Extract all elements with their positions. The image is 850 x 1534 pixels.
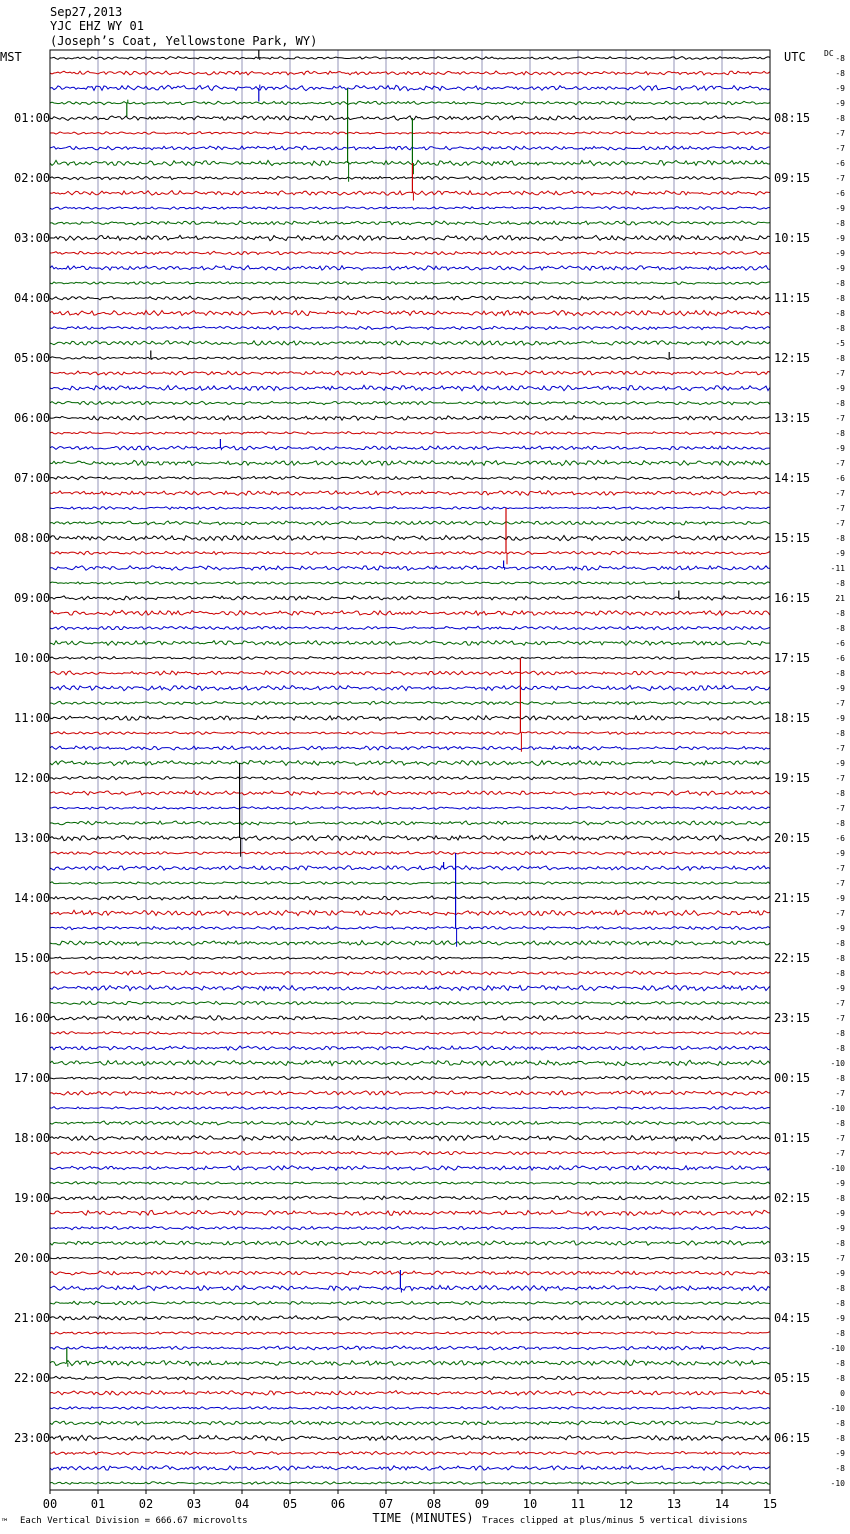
seismic-trace bbox=[50, 791, 770, 796]
seismic-trace bbox=[50, 1241, 770, 1246]
seismic-trace bbox=[50, 357, 770, 360]
left-hour-label: 15:00 bbox=[14, 951, 51, 965]
dc-offset-label: -7 bbox=[835, 879, 845, 888]
right-hour-label: 18:15 bbox=[774, 711, 811, 725]
dc-offset-label: -8 bbox=[835, 309, 845, 318]
seismic-trace bbox=[50, 371, 770, 375]
dc-offset-label: -8 bbox=[835, 1074, 845, 1083]
seismic-trace bbox=[50, 71, 770, 75]
right-hour-label: 01:15 bbox=[774, 1131, 811, 1145]
seismic-events bbox=[67, 50, 680, 1367]
dc-offset-label: -8 bbox=[835, 219, 845, 228]
seismic-trace bbox=[50, 1346, 770, 1350]
seismic-trace bbox=[50, 807, 770, 810]
seismic-trace bbox=[50, 626, 770, 630]
dc-offset-label: -7 bbox=[835, 864, 845, 873]
seismic-trace bbox=[50, 385, 770, 390]
x-axis-ticks bbox=[43, 1490, 777, 1511]
left-hour-label: 02:00 bbox=[14, 171, 51, 185]
seismic-trace bbox=[50, 1360, 770, 1365]
dc-offset-label: -9 bbox=[835, 549, 845, 558]
right-hour-label: 10:15 bbox=[774, 231, 811, 245]
dc-offset-label: -9 bbox=[835, 1179, 845, 1188]
dc-offset-label: -9 bbox=[835, 984, 845, 993]
right-hour-label: 17:15 bbox=[774, 651, 811, 665]
dc-offset-label: -7 bbox=[835, 519, 845, 528]
x-tick-label: 09 bbox=[474, 1497, 490, 1511]
seismic-trace bbox=[50, 986, 770, 991]
seismic-trace bbox=[50, 416, 770, 421]
dc-offset-label: -10 bbox=[830, 1404, 845, 1413]
seismic-trace bbox=[50, 551, 770, 554]
right-hour-label: 21:15 bbox=[774, 891, 811, 905]
seismic-trace bbox=[50, 401, 770, 404]
dc-offset-label: -8 bbox=[835, 1464, 845, 1473]
seismic-trace bbox=[50, 701, 770, 705]
dc-offset-label: -6 bbox=[835, 834, 845, 843]
seismic-traces bbox=[50, 57, 770, 1485]
dc-offset-label: -9 bbox=[835, 684, 845, 693]
seismic-trace bbox=[50, 596, 770, 600]
right-hour-label: 16:15 bbox=[774, 591, 811, 605]
x-tick-label: 03 bbox=[186, 1497, 202, 1511]
dc-offset-labels bbox=[831, 54, 846, 1488]
dc-offset-label: -7 bbox=[835, 369, 845, 378]
dc-offset-label: -9 bbox=[835, 99, 845, 108]
left-hour-label: 22:00 bbox=[14, 1371, 51, 1385]
seismic-trace bbox=[50, 1391, 770, 1396]
dc-offset-label: -8 bbox=[835, 1374, 845, 1383]
dc-offset-label: -6 bbox=[835, 654, 845, 663]
seismic-trace bbox=[50, 235, 770, 240]
dc-offset-label: -10 bbox=[830, 1344, 845, 1353]
dc-offset-label: -8 bbox=[835, 1284, 845, 1293]
header-station: YJC EHZ WY 01 bbox=[50, 19, 144, 33]
dc-offset-label: -8 bbox=[835, 789, 845, 798]
dc-offset-label: -6 bbox=[835, 159, 845, 168]
seismic-trace bbox=[50, 1421, 770, 1425]
left-hour-label: 08:00 bbox=[14, 531, 51, 545]
dc-offset-label: -8 bbox=[835, 429, 845, 438]
seismic-trace bbox=[50, 1257, 770, 1260]
x-tick-label: 05 bbox=[282, 1497, 298, 1511]
dc-offset-label: -9 bbox=[835, 1449, 845, 1458]
dc-offset-label: -10 bbox=[830, 1059, 845, 1068]
seismic-trace bbox=[50, 732, 770, 735]
dc-offset-label: -8 bbox=[835, 1029, 845, 1038]
dc-offset-label: -8 bbox=[835, 1299, 845, 1308]
dc-offset-label: -10 bbox=[830, 1164, 845, 1173]
left-hour-label: 23:00 bbox=[14, 1431, 51, 1445]
seismic-trace bbox=[50, 716, 770, 721]
seismic-trace bbox=[50, 1316, 770, 1321]
dc-header: DC bbox=[824, 49, 834, 58]
seismic-trace bbox=[50, 1271, 770, 1275]
left-hour-label: 11:00 bbox=[14, 711, 51, 725]
dc-offset-label: -7 bbox=[835, 1149, 845, 1158]
right-hour-label: 05:15 bbox=[774, 1371, 811, 1385]
seismic-trace bbox=[50, 310, 770, 315]
seismic-trace bbox=[50, 866, 770, 871]
seismic-trace bbox=[50, 1301, 770, 1304]
dc-offset-label: -7 bbox=[835, 999, 845, 1008]
dc-offset-label: -9 bbox=[835, 1314, 845, 1323]
right-hour-label: 15:15 bbox=[774, 531, 811, 545]
right-hour-label: 19:15 bbox=[774, 771, 811, 785]
right-hour-label: 06:15 bbox=[774, 1431, 811, 1445]
dc-offset-label: -8 bbox=[835, 1239, 845, 1248]
seismic-trace bbox=[50, 432, 770, 435]
dc-offset-label: -7 bbox=[835, 744, 845, 753]
seismic-trace bbox=[50, 910, 770, 915]
seismic-trace bbox=[50, 1407, 770, 1410]
seismic-trace bbox=[50, 160, 770, 165]
dc-offset-label: -5 bbox=[835, 339, 845, 348]
dc-offset-label: -9 bbox=[835, 384, 845, 393]
seismic-trace bbox=[50, 1001, 770, 1004]
dc-offset-label: -7 bbox=[835, 1254, 845, 1263]
dc-offset-label: -8 bbox=[835, 729, 845, 738]
dc-offset-label: -8 bbox=[835, 819, 845, 828]
x-tick-label: 00 bbox=[42, 1497, 58, 1511]
seismic-trace bbox=[50, 1135, 770, 1140]
dc-offset-label: -8 bbox=[835, 354, 845, 363]
left-hour-label: 05:00 bbox=[14, 351, 51, 365]
x-tick-label: 07 bbox=[378, 1497, 394, 1511]
dc-offset-label: -8 bbox=[835, 324, 845, 333]
dc-offset-label: -9 bbox=[835, 204, 845, 213]
seismic-trace bbox=[50, 1376, 770, 1379]
dc-offset-label: -9 bbox=[835, 894, 845, 903]
dc-offset-label: -7 bbox=[835, 1089, 845, 1098]
dc-offset-label: -9 bbox=[835, 264, 845, 273]
dc-offset-label: 0 bbox=[840, 1389, 845, 1398]
dc-offset-label: -9 bbox=[835, 234, 845, 243]
left-hour-label: 17:00 bbox=[14, 1071, 51, 1085]
seismic-trace bbox=[50, 1285, 770, 1290]
x-tick-label: 04 bbox=[234, 1497, 250, 1511]
left-hour-label: 09:00 bbox=[14, 591, 51, 605]
dc-offset-label: -10 bbox=[830, 1479, 845, 1488]
right-hour-label: 04:15 bbox=[774, 1311, 811, 1325]
left-hour-label: 03:00 bbox=[14, 231, 51, 245]
seismic-trace bbox=[50, 1016, 770, 1021]
dc-offset-label: -7 bbox=[835, 804, 845, 813]
x-tick-label: 08 bbox=[426, 1497, 442, 1511]
dc-offset-label: -7 bbox=[835, 414, 845, 423]
seismic-trace bbox=[50, 207, 770, 210]
dc-offset-label: -7 bbox=[835, 774, 845, 783]
footer-division-note: Each Vertical Division = 666.67 microvolts bbox=[20, 1516, 248, 1526]
seismic-trace bbox=[50, 957, 770, 960]
right-hour-label: 00:15 bbox=[774, 1071, 811, 1085]
seismic-trace bbox=[50, 446, 770, 450]
left-hour-label: 06:00 bbox=[14, 411, 51, 425]
dc-offset-label: -6 bbox=[835, 474, 845, 483]
seismic-trace bbox=[50, 851, 770, 854]
left-hour-label: 18:00 bbox=[14, 1131, 51, 1145]
dc-offset-label: -8 bbox=[835, 1419, 845, 1428]
seismic-trace bbox=[50, 251, 770, 254]
seismic-trace bbox=[50, 1182, 770, 1185]
seismic-trace bbox=[50, 1196, 770, 1200]
seismic-trace bbox=[50, 176, 770, 179]
dc-offset-label: -8 bbox=[835, 294, 845, 303]
seismic-trace bbox=[50, 191, 770, 196]
seismic-trace bbox=[50, 835, 770, 840]
seismic-trace bbox=[50, 85, 770, 90]
left-hour-label: 14:00 bbox=[14, 891, 51, 905]
right-hour-label: 14:15 bbox=[774, 471, 811, 485]
dc-offset-label: -8 bbox=[835, 669, 845, 678]
seismic-trace bbox=[50, 146, 770, 150]
dc-offset-label: -9 bbox=[835, 249, 845, 258]
seismic-trace bbox=[50, 116, 770, 121]
left-hour-label: 16:00 bbox=[14, 1011, 51, 1025]
dc-offset-label: -7 bbox=[835, 489, 845, 498]
seismic-trace bbox=[50, 1032, 770, 1035]
seismic-trace bbox=[50, 821, 770, 825]
seismic-trace bbox=[50, 641, 770, 646]
seismic-trace bbox=[50, 221, 770, 225]
dc-offset-label: -6 bbox=[835, 189, 845, 198]
dc-offset-label: -8 bbox=[835, 69, 845, 78]
left-hour-label: 13:00 bbox=[14, 831, 51, 845]
dc-offset-label: -7 bbox=[835, 909, 845, 918]
seismic-trace bbox=[50, 1210, 770, 1215]
seismic-trace bbox=[50, 685, 770, 690]
x-tick-label: 01 bbox=[90, 1497, 106, 1511]
right-hour-label: 20:15 bbox=[774, 831, 811, 845]
dc-offset-label: -7 bbox=[835, 504, 845, 513]
seismic-trace bbox=[50, 507, 770, 510]
seismic-trace bbox=[50, 521, 770, 525]
left-hour-label: 20:00 bbox=[14, 1251, 51, 1265]
left-timezone: MST bbox=[0, 50, 22, 64]
seismic-trace bbox=[50, 1451, 770, 1454]
dc-offset-label: -7 bbox=[835, 1134, 845, 1143]
seismic-trace bbox=[50, 1435, 770, 1440]
left-hour-label: 12:00 bbox=[14, 771, 51, 785]
seismic-trace bbox=[50, 1107, 770, 1110]
dc-offset-label: -8 bbox=[835, 1434, 845, 1443]
seismic-trace bbox=[50, 282, 770, 285]
seismic-trace bbox=[50, 296, 770, 300]
dc-offset-label: -8 bbox=[835, 969, 845, 978]
dc-offset-label: -7 bbox=[835, 129, 845, 138]
seismic-trace bbox=[50, 582, 770, 585]
x-tick-label: 14 bbox=[714, 1497, 730, 1511]
seismic-trace bbox=[50, 491, 770, 496]
dc-offset-label: -8 bbox=[835, 114, 845, 123]
x-tick-label: 02 bbox=[138, 1497, 154, 1511]
seismic-trace bbox=[50, 882, 770, 885]
seismic-trace bbox=[50, 1091, 770, 1096]
dc-offset-label: -8 bbox=[835, 579, 845, 588]
dc-offset-label: -8 bbox=[835, 939, 845, 948]
seismic-trace bbox=[50, 460, 770, 465]
right-hour-label: 03:15 bbox=[774, 1251, 811, 1265]
right-hour-label: 11:15 bbox=[774, 291, 811, 305]
seismic-trace bbox=[50, 971, 770, 975]
seismic-trace bbox=[50, 57, 770, 60]
dc-offset-label: -6 bbox=[835, 639, 845, 648]
dc-offset-label: -7 bbox=[835, 144, 845, 153]
dc-offset-label: -8 bbox=[835, 399, 845, 408]
left-hour-label: 19:00 bbox=[14, 1191, 51, 1205]
dc-offset-label: -9 bbox=[835, 444, 845, 453]
dc-offset-label: -8 bbox=[835, 1329, 845, 1338]
right-hour-label: 02:15 bbox=[774, 1191, 811, 1205]
dc-offset-label: -11 bbox=[830, 564, 845, 573]
dc-offset-label: -9 bbox=[835, 1224, 845, 1233]
left-hour-label: 04:00 bbox=[14, 291, 51, 305]
dc-offset-label: -8 bbox=[835, 1044, 845, 1053]
x-tick-label: 10 bbox=[522, 1497, 538, 1511]
seismic-trace bbox=[50, 1466, 770, 1471]
seismic-trace bbox=[50, 1121, 770, 1125]
left-hour-label: 21:00 bbox=[14, 1311, 51, 1325]
left-hour-label: 07:00 bbox=[14, 471, 51, 485]
seismic-trace bbox=[50, 776, 770, 779]
dc-offset-label: -7 bbox=[835, 699, 845, 708]
x-tick-label: 12 bbox=[618, 1497, 634, 1511]
dc-offset-label: -8 bbox=[835, 954, 845, 963]
footer-corner-mark: ™ bbox=[2, 1518, 8, 1528]
seismic-trace bbox=[50, 941, 770, 946]
seismic-trace bbox=[50, 671, 770, 675]
dc-offset-label: -9 bbox=[835, 849, 845, 858]
seismic-trace bbox=[50, 760, 770, 765]
seismic-trace bbox=[50, 1046, 770, 1050]
x-tick-label: 15 bbox=[762, 1497, 778, 1511]
seismic-trace bbox=[50, 132, 770, 135]
dc-offset-label: -9 bbox=[835, 924, 845, 933]
dc-offset-label: -10 bbox=[830, 1104, 845, 1113]
seismic-trace bbox=[50, 101, 770, 104]
dc-offset-label: -9 bbox=[835, 759, 845, 768]
dc-offset-label: -8 bbox=[835, 1119, 845, 1128]
header-date: Sep27,2013 bbox=[50, 5, 123, 19]
seismic-trace bbox=[50, 566, 770, 571]
right-hour-label: 22:15 bbox=[774, 951, 811, 965]
seismic-trace bbox=[50, 341, 770, 346]
seismic-trace bbox=[50, 896, 770, 900]
right-timezone: UTC bbox=[784, 50, 806, 64]
dc-offset-label: -8 bbox=[835, 534, 845, 543]
dc-offset-label: -8 bbox=[835, 624, 845, 633]
dc-offset-label: -8 bbox=[835, 54, 845, 63]
x-axis-label: TIME (MINUTES) bbox=[372, 1511, 474, 1525]
right-hour-label: 13:15 bbox=[774, 411, 811, 425]
seismic-trace bbox=[50, 326, 770, 329]
seismic-trace bbox=[50, 1151, 770, 1154]
seismic-trace bbox=[50, 476, 770, 479]
header-location: (Joseph’s Coat, Yellowstone Park, WY) bbox=[50, 34, 318, 48]
x-tick-label: 06 bbox=[330, 1497, 346, 1511]
dc-offset-label: -8 bbox=[835, 279, 845, 288]
dc-offset-label: -7 bbox=[835, 1014, 845, 1023]
dc-offset-label: -8 bbox=[835, 1194, 845, 1203]
x-tick-label: 13 bbox=[666, 1497, 682, 1511]
dc-offset-label: -9 bbox=[835, 1269, 845, 1278]
dc-offset-label: -8 bbox=[835, 1359, 845, 1368]
dc-offset-label: -7 bbox=[835, 459, 845, 468]
dc-offset-label: -7 bbox=[835, 174, 845, 183]
left-hour-label: 10:00 bbox=[14, 651, 51, 665]
seismic-trace bbox=[50, 746, 770, 750]
seismic-trace bbox=[50, 266, 770, 271]
right-hour-label: 12:15 bbox=[774, 351, 811, 365]
seismic-trace bbox=[50, 1482, 770, 1485]
dc-offset-label: 21 bbox=[835, 594, 845, 603]
seismic-trace bbox=[50, 536, 770, 541]
seismic-trace bbox=[50, 1166, 770, 1171]
seismic-trace bbox=[50, 657, 770, 660]
seismic-trace bbox=[50, 1060, 770, 1065]
seismic-trace bbox=[50, 610, 770, 615]
seismic-trace bbox=[50, 1076, 770, 1079]
seismic-trace bbox=[50, 926, 770, 929]
dc-offset-label: -8 bbox=[835, 609, 845, 618]
right-hour-label: 23:15 bbox=[774, 1011, 811, 1025]
dc-offset-label: -9 bbox=[835, 84, 845, 93]
dc-offset-label: -9 bbox=[835, 714, 845, 723]
left-hour-label: 01:00 bbox=[14, 111, 51, 125]
footer-clip-note: Traces clipped at plus/minus 5 vertical divisions bbox=[482, 1516, 748, 1526]
right-hour-label: 08:15 bbox=[774, 111, 811, 125]
dc-offset-label: -9 bbox=[835, 1209, 845, 1218]
right-hour-label: 09:15 bbox=[774, 171, 811, 185]
seismic-trace bbox=[50, 1226, 770, 1229]
seismic-trace bbox=[50, 1332, 770, 1335]
x-tick-label: 11 bbox=[570, 1497, 586, 1511]
